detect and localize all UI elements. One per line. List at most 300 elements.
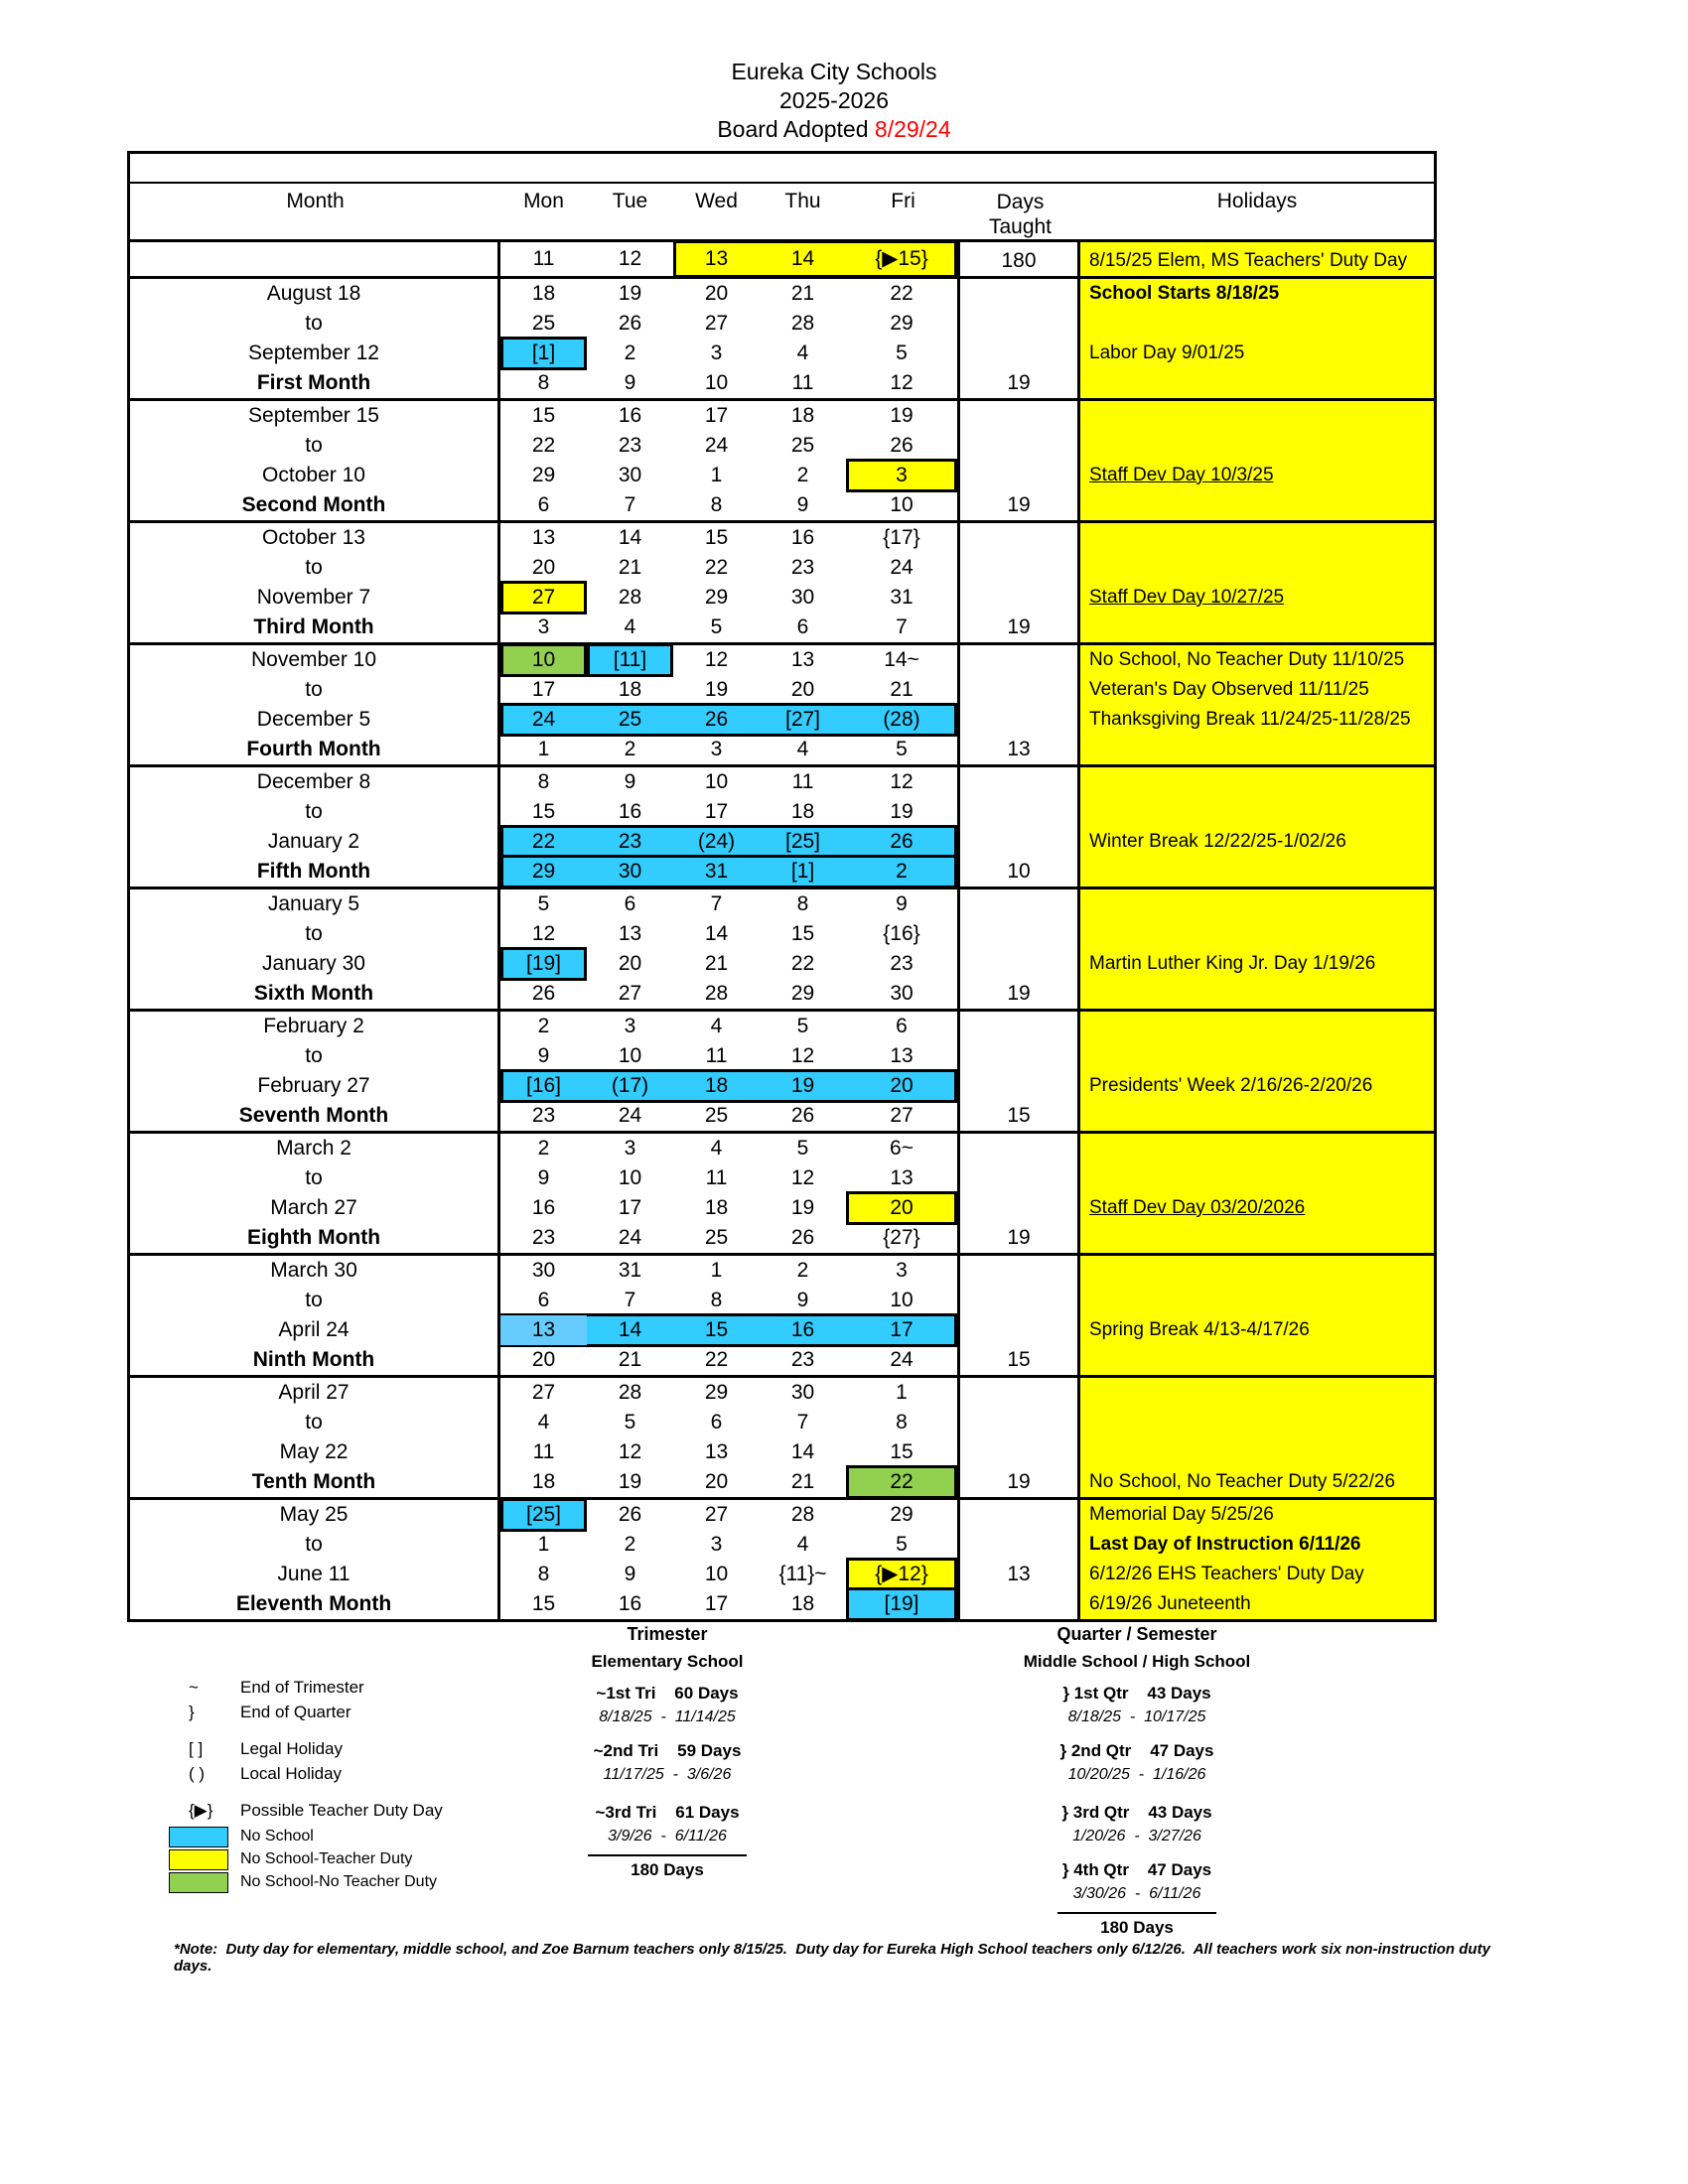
- day-grid: [500, 767, 960, 887]
- days-taught-value: 13: [1007, 738, 1031, 760]
- legend-symbol-row: [189, 1739, 343, 1759]
- day-cell: 25: [618, 708, 642, 731]
- day-cell: 21: [890, 678, 914, 701]
- month-label-cell: [130, 279, 500, 398]
- day-cell: 9: [624, 371, 636, 394]
- day-cell: 10: [531, 648, 556, 671]
- day-cell: 31: [704, 860, 729, 883]
- day-cell: 17: [704, 1592, 729, 1615]
- day-cell: 24: [618, 1104, 642, 1127]
- legend-symbol: ~: [189, 1678, 199, 1697]
- week-row: [500, 675, 957, 705]
- day-cell: 20: [704, 1470, 729, 1493]
- holiday-note: Memorial Day 5/25/26: [1089, 1504, 1274, 1525]
- day-cell: 24: [618, 1226, 642, 1249]
- intro-holiday-cell: [1080, 242, 1434, 276]
- day-cell: 3: [624, 1015, 636, 1037]
- day-cell: 18: [704, 1196, 729, 1219]
- holiday-note: School Starts 8/18/25: [1089, 283, 1280, 304]
- day-cell: 28: [790, 312, 815, 335]
- day-cell: 27: [618, 982, 642, 1005]
- day-cell: 28: [790, 1503, 815, 1526]
- month-date-line: January 30: [262, 952, 365, 975]
- holiday-note: Last Day of Instruction 6/11/26: [1089, 1534, 1361, 1555]
- week-row: [500, 309, 957, 339]
- day-cell: (17): [611, 1074, 649, 1097]
- day-cell: 14: [704, 922, 729, 945]
- day-cell: 11: [791, 770, 814, 793]
- day-cell: 30: [790, 586, 815, 609]
- day-cell: 30: [531, 1259, 556, 1282]
- holiday-cell: [1080, 1500, 1434, 1619]
- day-cell: 13: [790, 648, 815, 671]
- day-cell: {▶12}: [875, 1563, 928, 1585]
- day-cell: 27: [531, 586, 556, 609]
- day-cell: 26: [618, 312, 642, 335]
- quarter-legend-item: } 4th Qtr 47 Days: [1061, 1860, 1212, 1879]
- day-cell: 10: [704, 770, 729, 793]
- day-cell: 8: [537, 371, 550, 394]
- day-cell: 2: [624, 341, 636, 364]
- month-date-line: to: [305, 922, 323, 945]
- day-cell: 7: [896, 615, 908, 638]
- day-cell: 12: [704, 648, 729, 671]
- month-date-line: March 30: [270, 1259, 357, 1282]
- school-year: 2025-2026: [779, 87, 889, 113]
- month-date-line: March 27: [270, 1196, 357, 1219]
- month-name: Ninth Month: [252, 1348, 375, 1371]
- day-cell: {11}~: [778, 1563, 827, 1585]
- days-taught-cell: [960, 401, 1080, 520]
- quarter-legend-item: } 2nd Qtr 47 Days: [1059, 1741, 1214, 1760]
- month-date-line: to: [305, 434, 323, 457]
- quarter-legend-subheader: Middle School / High School: [1023, 1652, 1251, 1671]
- day-grid: [500, 1378, 960, 1497]
- legend-symbol-row: [189, 1678, 364, 1698]
- day-cell: 23: [890, 952, 914, 975]
- holiday-cell: [1080, 1012, 1434, 1131]
- day-cell: 14: [790, 247, 815, 270]
- week-row: [500, 1560, 957, 1589]
- day-cell: 5: [896, 738, 908, 760]
- day-cell: 18: [531, 282, 556, 305]
- week-row: [500, 242, 957, 276]
- days-taught-line2: Taught: [988, 215, 1053, 238]
- day-cell: 12: [618, 1440, 642, 1463]
- month-block: [130, 523, 1434, 645]
- day-cell: 23: [618, 830, 642, 853]
- days-taught-value: 19: [1007, 493, 1031, 516]
- trimester-legend-item-dates: 8/18/25 - 11/14/25: [599, 1708, 736, 1725]
- month-date-line: May 25: [279, 1503, 349, 1526]
- day-cell: 18: [790, 1592, 815, 1615]
- day-cell: 8: [896, 1411, 908, 1433]
- day-cell: 27: [704, 1503, 729, 1526]
- holiday-cell: [1080, 401, 1434, 520]
- day-cell: 2: [796, 464, 809, 486]
- week-row: [500, 553, 957, 583]
- day-cell: {16}: [883, 922, 920, 945]
- quarter-legend-item: } 3rd Qtr 43 Days: [1061, 1803, 1212, 1822]
- column-header-wed: Wed: [695, 190, 738, 212]
- days-taught-cell: [960, 1500, 1080, 1619]
- day-cell: 30: [618, 860, 642, 883]
- day-cell: 3: [710, 1533, 723, 1556]
- day-cell: 29: [531, 860, 556, 883]
- day-cell: [11]: [613, 648, 647, 671]
- legend-symbol-row: [189, 1801, 443, 1821]
- month-block: [130, 645, 1434, 767]
- week-row: [500, 1193, 957, 1223]
- column-header-mon: Mon: [523, 190, 564, 212]
- days-taught-cell: [960, 1378, 1080, 1497]
- legend-swatch-label: No School: [240, 1828, 314, 1844]
- day-grid: [500, 523, 960, 642]
- holiday-note: Veteran's Day Observed 11/11/25: [1089, 679, 1369, 700]
- day-cell: 9: [537, 1166, 550, 1189]
- day-cell: 29: [790, 982, 815, 1005]
- day-cell: 5: [710, 615, 723, 638]
- day-cell: 11: [532, 247, 555, 270]
- day-cell: 14: [618, 1318, 642, 1341]
- legend-symbol-label: Legal Holiday: [240, 1739, 344, 1758]
- day-cell: 8: [537, 770, 550, 793]
- month-date-line: to: [305, 312, 323, 335]
- week-row: [500, 1134, 957, 1163]
- days-taught-cell: [960, 523, 1080, 642]
- month-name: Eleventh Month: [235, 1592, 392, 1615]
- week-row: [500, 797, 957, 827]
- day-cell: 13: [890, 1166, 914, 1189]
- footnote: *Note: Duty day for elementary, middle school, and Zoe Barnum teachers only 8/15/25. Duty day for Eureka High School teachers only 6/12/26. All teachers work six non-instruction duty days.: [174, 1941, 1495, 1975]
- day-cell: 20: [704, 282, 729, 305]
- days-taught-cell: [960, 1256, 1080, 1375]
- week-row: [500, 1071, 957, 1101]
- day-cell: 22: [890, 1470, 914, 1493]
- day-cell: 21: [790, 282, 815, 305]
- day-cell: 16: [618, 404, 642, 427]
- legend-swatch-label: No School-Teacher Duty: [240, 1850, 413, 1867]
- week-row: [500, 583, 957, 613]
- day-cell: 9: [796, 1289, 809, 1311]
- trimester-legend-subheader: Elementary School: [591, 1652, 744, 1671]
- month-name: Sixth Month: [253, 982, 374, 1005]
- month-date-line: June 11: [277, 1563, 351, 1585]
- week-row: [500, 461, 957, 490]
- legend-symbol-label: End of Quarter: [240, 1703, 352, 1721]
- week-row: [500, 705, 957, 735]
- day-cell: 12: [618, 247, 642, 270]
- day-cell: 2: [796, 1259, 809, 1282]
- title-block: [0, 58, 1668, 144]
- day-cell: 27: [704, 312, 729, 335]
- day-cell: 25: [531, 312, 556, 335]
- week-row: [500, 1286, 957, 1315]
- day-cell: [19]: [525, 952, 562, 975]
- day-cell: (24): [697, 830, 736, 853]
- week-row: [500, 827, 957, 857]
- month-label-cell: [130, 1378, 500, 1497]
- days-taught-value: 19: [1007, 615, 1031, 638]
- month-block: [130, 767, 1434, 889]
- quarter-legend-header: Quarter / Semester: [1056, 1624, 1217, 1644]
- week-row: [500, 1589, 957, 1619]
- day-cell: 5: [537, 892, 550, 915]
- day-cell: 23: [790, 1348, 815, 1371]
- week-row: [500, 1101, 957, 1131]
- day-cell: 15: [531, 1592, 556, 1615]
- total-days-taught: 180: [1001, 249, 1037, 272]
- month-date-line: to: [305, 1166, 323, 1189]
- day-grid: [500, 1012, 960, 1131]
- intro-day-grid: [500, 242, 960, 276]
- month-block: [130, 1500, 1434, 1619]
- day-cell: 15: [704, 1318, 729, 1341]
- days-taught-cell: [960, 1012, 1080, 1131]
- day-cell: 13: [531, 526, 556, 549]
- day-cell: 23: [531, 1226, 556, 1249]
- week-row: [500, 490, 957, 520]
- month-label-cell: [130, 1256, 500, 1375]
- day-cell: 24: [704, 434, 729, 457]
- day-cell: 3: [896, 464, 908, 486]
- day-cell: 19: [704, 678, 729, 701]
- holiday-cell: [1080, 889, 1434, 1009]
- week-row: [500, 1408, 957, 1437]
- day-cell: 7: [796, 1411, 809, 1433]
- month-block: [130, 1256, 1434, 1378]
- day-cell: [27]: [784, 708, 821, 731]
- holiday-cell: [1080, 1256, 1434, 1375]
- day-cell: 13: [618, 922, 642, 945]
- month-date-line: December 8: [256, 770, 371, 793]
- day-cell: 5: [796, 1015, 809, 1037]
- day-cell: 19: [618, 282, 642, 305]
- legend-symbol: {▶}: [189, 1801, 213, 1820]
- day-cell: 15: [790, 922, 815, 945]
- table-top-strip: [130, 154, 1434, 184]
- day-cell: 20: [618, 952, 642, 975]
- day-grid: [500, 645, 960, 764]
- month-name: Third Month: [253, 615, 374, 638]
- legend-symbol-row: [189, 1703, 352, 1722]
- day-cell: 4: [624, 615, 636, 638]
- month-date-line: October 13: [262, 526, 365, 549]
- intro-days-taught-cell: [960, 242, 1080, 276]
- day-cell: {27}: [883, 1226, 920, 1249]
- day-cell: 3: [710, 341, 723, 364]
- month-name: Tenth Month: [251, 1470, 376, 1493]
- day-cell: 8: [796, 892, 809, 915]
- day-cell: 10: [618, 1044, 642, 1067]
- month-block: [130, 889, 1434, 1012]
- day-cell: 4: [710, 1015, 723, 1037]
- holiday-note: Staff Dev Day 10/27/25: [1089, 587, 1285, 608]
- month-label-cell: [130, 1012, 500, 1131]
- month-date-line: to: [305, 1044, 323, 1067]
- day-cell: 9: [624, 1563, 636, 1585]
- day-cell: 26: [790, 1104, 815, 1127]
- week-row: [500, 1530, 957, 1560]
- month-name: Second Month: [241, 493, 386, 516]
- day-cell: [25]: [784, 830, 821, 853]
- day-grid: [500, 401, 960, 520]
- day-cell: 12: [790, 1044, 815, 1067]
- month-date-line: September 15: [248, 404, 379, 427]
- day-cell: 3: [710, 738, 723, 760]
- month-label-cell: [130, 401, 500, 520]
- month-date-line: to: [305, 800, 323, 823]
- day-grid: [500, 1134, 960, 1253]
- week-row: [500, 1437, 957, 1467]
- day-cell: 10: [890, 493, 914, 516]
- day-cell: 8: [710, 1289, 723, 1311]
- legend-swatch-yellow: [169, 1849, 228, 1870]
- day-cell: 17: [704, 800, 729, 823]
- holiday-note: 6/19/26 Juneteenth: [1089, 1593, 1251, 1614]
- day-cell: 27: [890, 1104, 914, 1127]
- month-date-line: December 5: [256, 708, 371, 731]
- day-cell: 20: [790, 678, 815, 701]
- school-name: Eureka City Schools: [731, 59, 937, 84]
- days-taught-value: 15: [1007, 1348, 1031, 1371]
- week-row: [500, 1467, 957, 1497]
- month-date-line: April 27: [278, 1381, 350, 1404]
- day-cell: 14: [618, 526, 642, 549]
- day-cell: 7: [624, 1289, 636, 1311]
- trimester-legend-item: ~2nd Tri 59 Days: [593, 1741, 742, 1760]
- day-cell: {17}: [883, 526, 920, 549]
- day-cell: 13: [531, 1318, 556, 1341]
- holiday-note: Spring Break 4/13-4/17/26: [1089, 1319, 1310, 1340]
- week-row: [500, 613, 957, 642]
- day-cell: 1: [537, 738, 550, 760]
- day-cell: 26: [704, 708, 729, 731]
- day-cell: 6: [710, 1411, 723, 1433]
- day-cell: 9: [624, 770, 636, 793]
- day-cell: 22: [890, 282, 914, 305]
- column-header-tue: Tue: [612, 190, 648, 212]
- day-cell: 7: [710, 892, 723, 915]
- day-cell: 2: [624, 738, 636, 760]
- board-adopted-date: 8/29/24: [874, 116, 951, 142]
- day-cell: 26: [618, 1503, 642, 1526]
- board-adopted-label: Board Adopted: [717, 116, 875, 142]
- legend-symbol-label: Local Holiday: [240, 1764, 343, 1783]
- days-taught-line1: Days: [996, 191, 1045, 213]
- day-cell: 1: [537, 1533, 550, 1556]
- day-grid: [500, 279, 960, 398]
- day-cell: 25: [704, 1104, 729, 1127]
- month-date-line: January 2: [267, 830, 360, 853]
- day-cell: 14~: [884, 648, 919, 671]
- days-taught-value: 19: [1007, 1226, 1031, 1249]
- day-grid: [500, 1256, 960, 1375]
- day-cell: 12: [531, 922, 556, 945]
- holiday-cell: [1080, 1134, 1434, 1253]
- legend-swatch-green: [169, 1872, 228, 1893]
- day-cell: [25]: [525, 1503, 562, 1526]
- week-row: [500, 735, 957, 764]
- day-cell: 29: [890, 1503, 914, 1526]
- month-date-line: April 24: [278, 1318, 350, 1341]
- day-cell: 28: [618, 586, 642, 609]
- day-cell: 16: [618, 1592, 642, 1615]
- month-block: [130, 279, 1434, 401]
- week-row: [500, 1345, 957, 1375]
- day-cell: 12: [890, 371, 914, 394]
- day-cell: 19: [618, 1470, 642, 1493]
- week-row: [500, 339, 957, 368]
- holiday-note: Winter Break 12/22/25-1/02/26: [1089, 831, 1346, 852]
- day-cell: (28): [883, 708, 920, 731]
- day-cell: 4: [796, 1533, 809, 1556]
- week-row: [500, 1315, 957, 1345]
- day-cell: 21: [618, 1348, 642, 1371]
- month-label-cell: [130, 1134, 500, 1253]
- day-cell: 2: [896, 860, 908, 883]
- week-row: [500, 431, 957, 461]
- day-cell: 22: [704, 556, 729, 579]
- month-block: [130, 1378, 1434, 1500]
- month-name: Seventh Month: [238, 1104, 389, 1127]
- column-header-month: Month: [286, 190, 345, 212]
- month-label-cell: [130, 645, 500, 764]
- day-cell: 26: [890, 434, 914, 457]
- quarter-legend-sum-rule: [1057, 1912, 1216, 1914]
- day-cell: 24: [890, 556, 914, 579]
- month-label-cell: [130, 889, 500, 1009]
- day-cell: 22: [704, 1348, 729, 1371]
- day-grid: [500, 889, 960, 1009]
- trimester-legend-sum-rule: [588, 1854, 747, 1856]
- day-grid: [500, 1500, 960, 1619]
- day-cell: 21: [704, 952, 729, 975]
- month-label-cell: [130, 1500, 500, 1619]
- holiday-cell: [1080, 1378, 1434, 1497]
- month-date-line: to: [305, 678, 323, 701]
- day-cell: 23: [790, 556, 815, 579]
- day-cell: 29: [890, 312, 914, 335]
- trimester-legend-item-dates: 11/17/25 - 3/6/26: [603, 1766, 732, 1783]
- day-cell: 11: [791, 371, 814, 394]
- trimester-legend-item: ~1st Tri 60 Days: [596, 1684, 739, 1703]
- day-cell: 17: [531, 678, 556, 701]
- month-date-line: September 12: [248, 341, 379, 364]
- day-cell: 18: [704, 1074, 729, 1097]
- day-cell: 20: [890, 1074, 914, 1097]
- holiday-note: 6/12/26 EHS Teachers' Duty Day: [1089, 1564, 1364, 1584]
- holiday-note: Thanksgiving Break 11/24/25-11/28/25: [1089, 709, 1411, 730]
- day-cell: 18: [618, 678, 642, 701]
- day-cell: 6: [624, 892, 636, 915]
- day-cell: 28: [704, 982, 729, 1005]
- holiday-cell: [1080, 523, 1434, 642]
- day-cell: 25: [704, 1226, 729, 1249]
- week-row: [500, 279, 957, 309]
- day-cell: 26: [890, 830, 914, 853]
- day-cell: 16: [618, 800, 642, 823]
- weekday-headers: [500, 184, 960, 239]
- day-cell: 31: [890, 586, 914, 609]
- day-cell: 12: [890, 770, 914, 793]
- legend-symbol: }: [189, 1703, 195, 1721]
- month-block: [130, 1012, 1434, 1134]
- month-block: [130, 401, 1434, 523]
- day-cell: 22: [790, 952, 815, 975]
- days-taught-value: 19: [1007, 982, 1031, 1005]
- day-cell: 6: [537, 1289, 550, 1311]
